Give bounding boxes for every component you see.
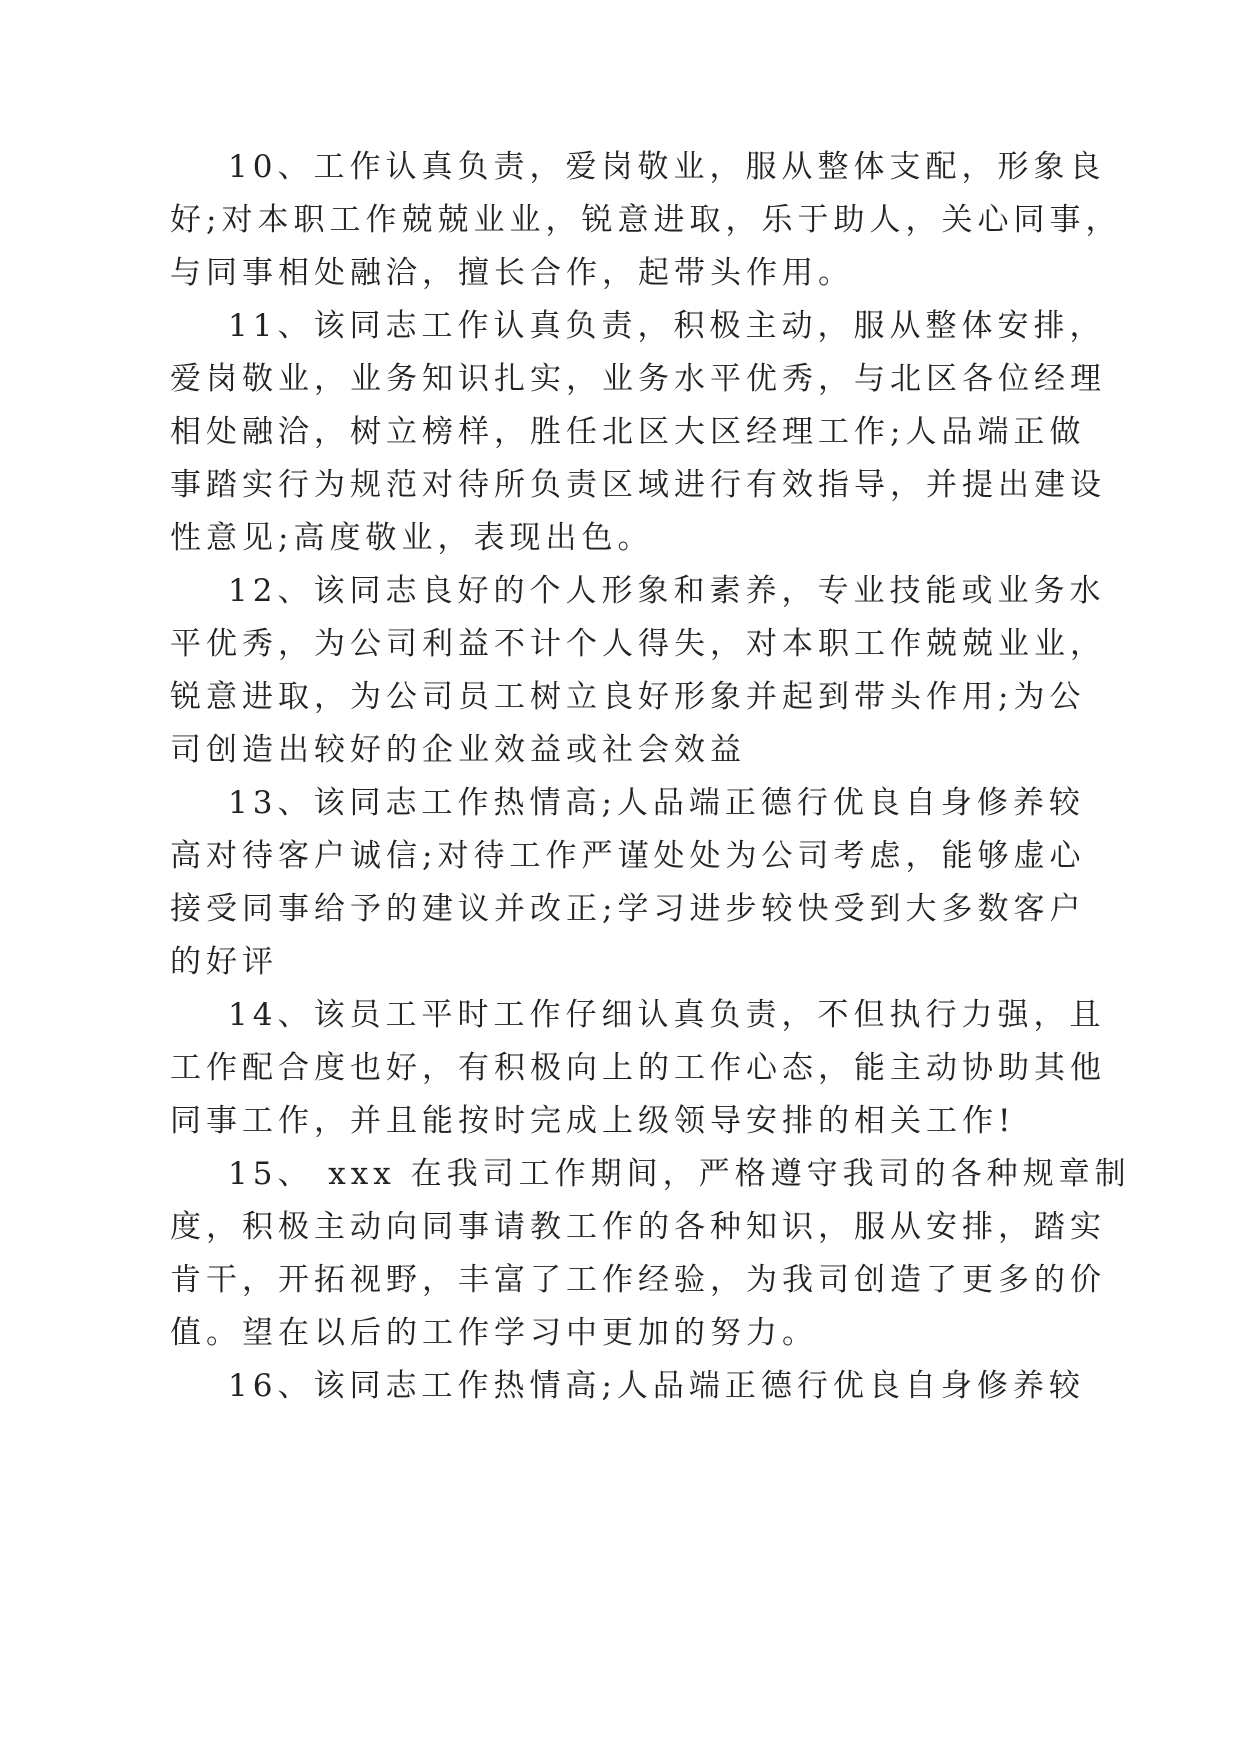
text-line: 司创造出较好的企业效益或社会效益 xyxy=(170,732,746,768)
text-line: 好;对本职工作兢兢业业，锐意进取，乐于助人，关心同事， xyxy=(170,202,1122,238)
text-line: 与同事相处融洽，擅长合作，起带头作用。 xyxy=(170,255,854,291)
text-line: 锐意进取，为公司员工树立良好形象并起到带头作用;为公 xyxy=(170,679,1086,715)
text-line: 事踏实行为规范对待所负责区域进行有效指导，并提出建设 xyxy=(170,467,1106,503)
text-line: 肯干，开拓视野，丰富了工作经验，为我司创造了更多的价 xyxy=(170,1262,1106,1298)
text-line: 同事工作，并且能按时完成上级领导安排的相关工作! xyxy=(170,1103,1016,1139)
text-line: 12、该同志良好的个人形象和素养，专业技能或业务水 xyxy=(228,573,1106,609)
text-line: 高对待客户诚信;对待工作严谨处处为公司考虑，能够虚心 xyxy=(170,838,1086,874)
text-line: 平优秀，为公司利益不计个人得失，对本职工作兢兢业业， xyxy=(170,626,1106,662)
text-line: 接受同事给予的建议并改正;学习进步较快受到大多数客户 xyxy=(170,891,1086,927)
text-line: 值。望在以后的工作学习中更加的努力。 xyxy=(170,1315,818,1351)
text-line: 工作配合度也好，有积极向上的工作心态，能主动协助其他 xyxy=(170,1050,1106,1086)
text-line: 的好评 xyxy=(170,944,278,980)
text-line: 13、该同志工作热情高;人品端正德行优良自身修养较 xyxy=(228,785,1085,821)
text-line: 爱岗敬业，业务知识扎实，业务水平优秀，与北区各位经理 xyxy=(170,361,1106,397)
text-line: 11、该同志工作认真负责，积极主动，服从整体安排， xyxy=(228,308,1106,344)
text-line: 性意见;高度敬业，表现出色。 xyxy=(170,520,654,556)
text-line: 相处融洽，树立榜样，胜任北区大区经理工作;人品端正做 xyxy=(170,414,1086,450)
text-line: 14、该员工平时工作仔细认真负责，不但执行力强，且 xyxy=(228,997,1106,1033)
text-line: 16、该同志工作热情高;人品端正德行优良自身修养较 xyxy=(228,1368,1085,1404)
text-line: 15、 xxx 在我司工作期间，严格遵守我司的各种规章制 xyxy=(228,1156,1131,1192)
text-line: 10、工作认真负责，爱岗敬业，服从整体支配，形象良 xyxy=(228,149,1106,185)
text-line: 度，积极主动向同事请教工作的各种知识，服从安排，踏实 xyxy=(170,1209,1106,1245)
